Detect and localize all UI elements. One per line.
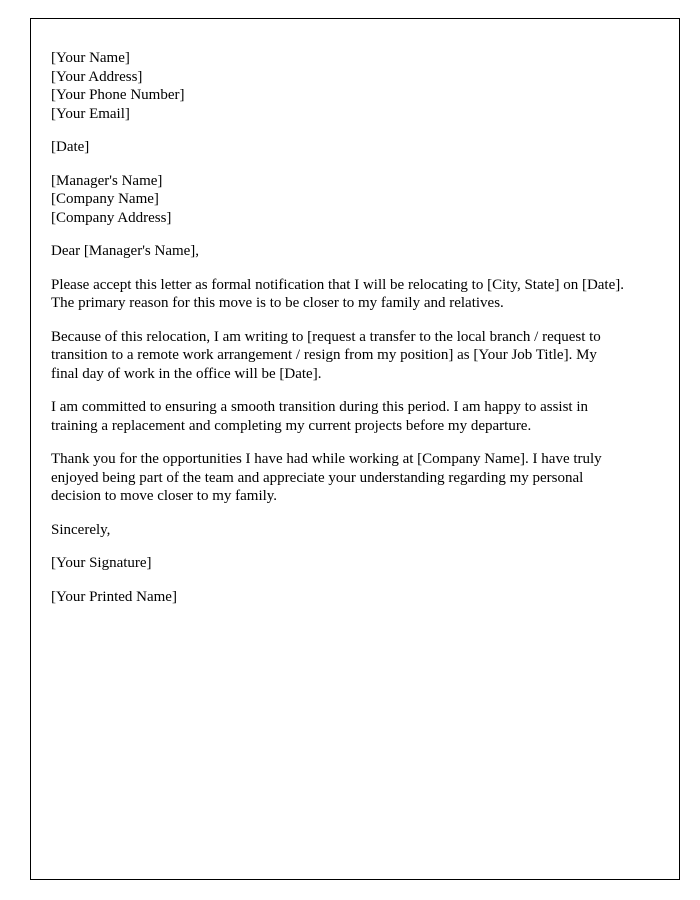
letter-body <box>31 19 679 606</box>
salutation: Dear [Manager's Name], <box>51 243 200 259</box>
paragraph-relocation-notice: Please accept this letter as formal notification that I will be relocating to [City, State] on [Date]. The primary reason for this move is to be closer to my family and relatives. <box>51 276 625 311</box>
recipient-company-address: [Company Address] <box>51 209 172 226</box>
paragraph-thanks: Thank you for the opportunities I have had while working at [Company Name]. I have truly enjoyed being part of the team and appreciate your understanding regarding my personal decision to move closer to my family. <box>51 451 602 504</box>
date-line <box>51 138 627 157</box>
sender-name: [Your Name] <box>51 50 130 66</box>
recipient-block <box>51 172 627 228</box>
sender-email: [Your Email] <box>51 105 130 122</box>
paragraph-transition-commitment: I am committed to ensuring a smooth transition during this period. I am happy to assist in training a replacement and completing my current projects before my departure. <box>51 399 589 434</box>
sender-address: [Your Address] <box>51 68 143 85</box>
letter-page <box>30 18 680 880</box>
recipient-manager-name: [Manager's Name] <box>51 172 163 189</box>
signature-placeholder: [Your Signature] <box>51 555 152 571</box>
paragraph-request-options: Because of this relocation, I am writing to [request a transfer to the local branch / request to transition to a remote work arrangement / resign from my position] as [Your Job Title]. My final day of work in the office will be [Date]. <box>51 328 601 382</box>
date-placeholder: [Date] <box>51 139 90 155</box>
recipient-company-name: [Company Name] <box>51 191 159 207</box>
closing: Sincerely, <box>51 521 111 538</box>
printed-name-placeholder: [Your Printed Name] <box>51 588 177 605</box>
sender-phone: [Your Phone Number] <box>51 87 185 103</box>
sender-block <box>51 49 627 123</box>
